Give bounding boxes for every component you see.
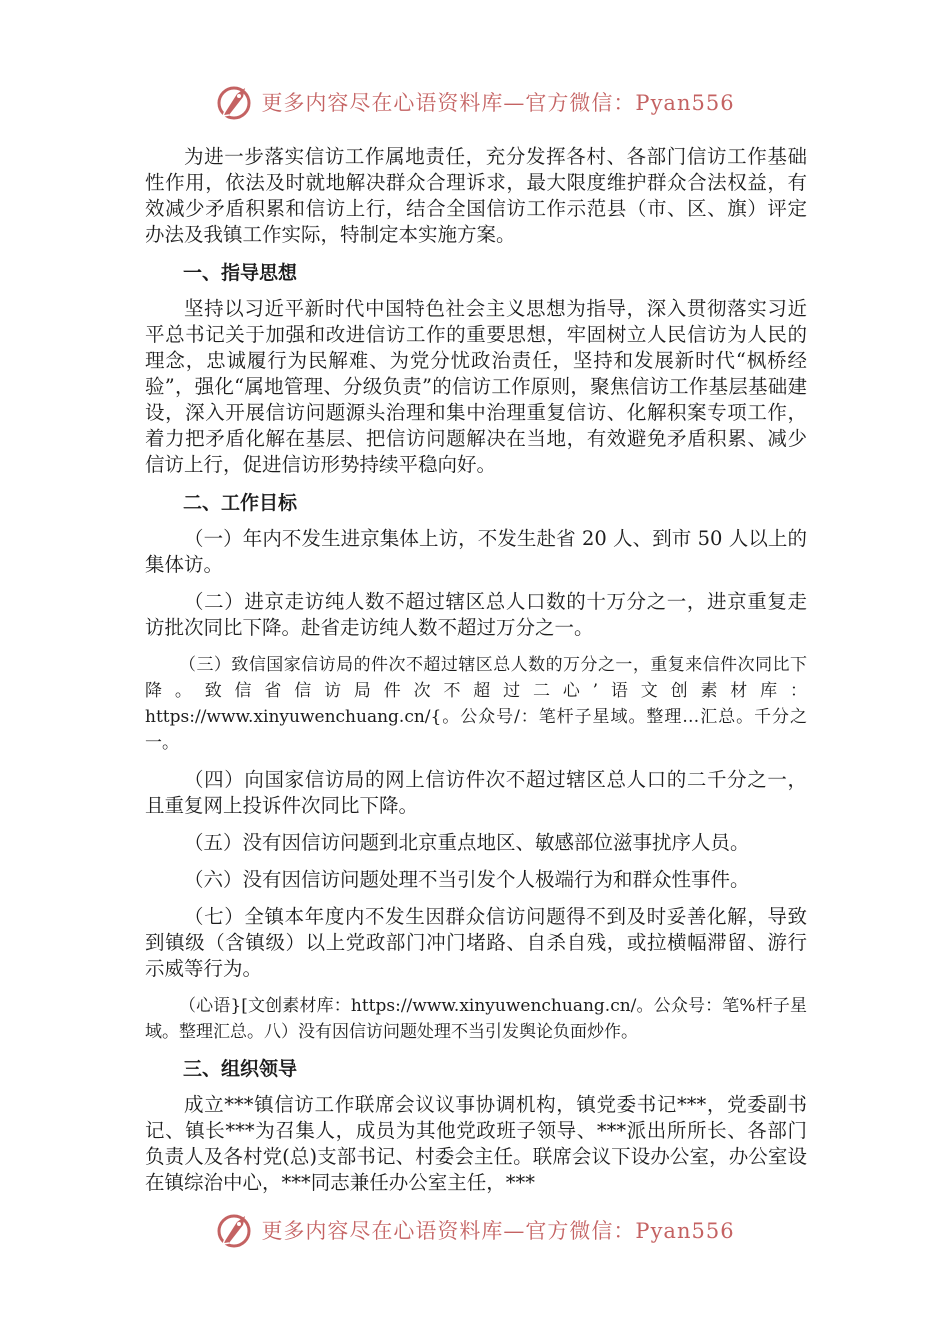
goal-item-4: （四）向国家信访局的网上信访件次不超过辖区总人口的二千分之一，且重复网上投诉件次同比下降。	[145, 768, 807, 817]
footer-banner-text: 更多内容尽在心语资料库—官方微信：Pyan556	[261, 1219, 735, 1243]
guiding-ideology-paragraph: 坚持以习近平新时代中国特色社会主义思想为指导，深入贯彻落实习近平总书记关于加强和改进信访工作的重要思想，牢固树立人民信访为人民的理念，忠诚履行为民解难、为党分忧政治责任，坚持和发展新时代“枫桥经验”，强化“属地管理、分级负责”的信访工作原则，聚焦信访工作基层基础建设，深入开展信访问题源头治理和集中治理重复信访、化解积案专项工作，着力把矛盾化解在基层、把信访问题解决在当地，有效避免矛盾积累、减少信访上行，促进信访形势持续平稳向好。	[145, 297, 807, 476]
organization-paragraph: 成立***镇信访工作联席会议议事协调机构，镇党委书记***，党委副书记、镇长***为召集人，成员为其他党政班子领导、***派出所所长、各部门负责人及各村党(总)支部书记、村委会主任。联席会议下设办公室，办公室设在镇综治中心，***同志兼任办公室主任，***	[145, 1093, 807, 1194]
goal-item-3: （三）致信国家信访局的件次不超过辖区总人数的万分之一，重复来信件次同比下降。致信省信访局件次不超过二心’语文创素材库：https://www.xinyuwenchuang.cn/{。公众号/：笔杆子星域。整理…汇总。千分之一。	[145, 655, 807, 753]
goal-item-5: （五）没有因信访问题到北京重点地区、敏感部位滋事扰序人员。	[184, 831, 750, 854]
pen-nib-logo-icon	[215, 1210, 255, 1250]
section-heading-guiding-ideology: 一、指导思想	[183, 262, 298, 284]
goal-item-7: （七）全镇本年度内不发生因群众信访问题得不到及时妥善化解，导致到镇级（含镇级）以上党政部门冲门堵路、自杀自残，或拉横幅滞留、游行示威等行为。	[145, 905, 807, 980]
header-banner-text: 更多内容尽在心语资料库—官方微信：Pyan556	[261, 91, 735, 115]
goal-item-2: （二）进京走访纯人数不超过辖区总人口数的十万分之一，进京重复走访批次同比下降。赴省走访纯人数不超过万分之一。	[145, 590, 807, 639]
goal-item-8: （心语}[文创素材库：https://www.xinyuwenchuang.cn/。公众号：笔%杆子星域。整理汇总。八）没有因信访问题处理不当引发舆论负面炒作。	[145, 996, 807, 1042]
intro-paragraph: 为进一步落实信访工作属地责任，充分发挥各村、各部门信访工作基础性作用，依法及时就地解决群众合理诉求，最大限度维护群众合法权益，有效减少矛盾积累和信访上行，结合全国信访工作示范县（市、区、旗）评定办法及我镇工作实际，特制定本实施方案。	[145, 145, 807, 246]
goal-item-1: （一）年内不发生进京集体上访，不发生赴省 20 人、到市 50 人以上的集体访。	[145, 527, 807, 576]
pen-nib-logo-icon	[215, 82, 255, 122]
goal-item-6: （六）没有因信访问题处理不当引发个人极端行为和群众性事件。	[184, 868, 750, 891]
section-heading-organization: 三、组织领导	[183, 1058, 298, 1080]
document-body	[145, 144, 807, 1196]
section-heading-work-goals: 二、工作目标	[183, 492, 298, 514]
header-banner	[0, 80, 950, 124]
footer-banner	[0, 1208, 950, 1252]
